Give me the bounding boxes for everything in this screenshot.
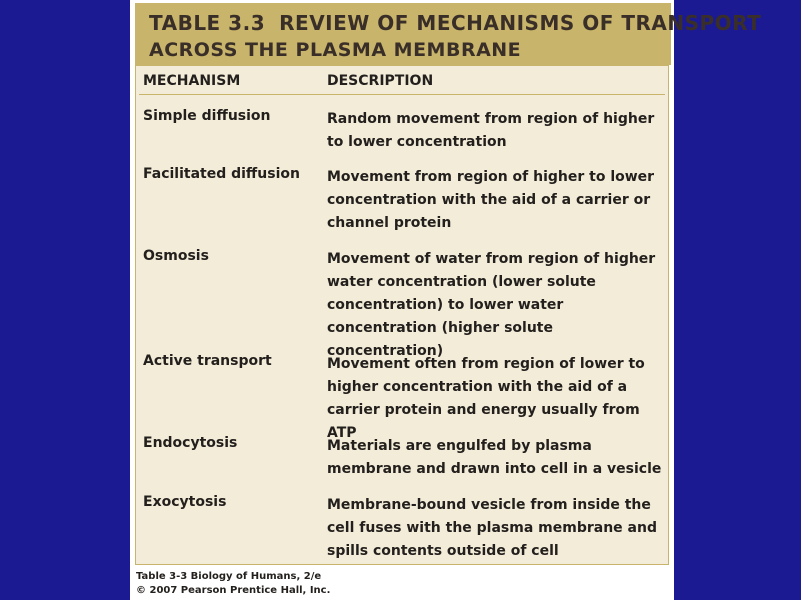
description-cell: Membrane-bound vesicle from inside the cell fuses with the plasma membrane and spills contents outside of cell (327, 497, 657, 559)
credit-source: Table 3-3 Biology of Humans, 2/e (136, 571, 322, 582)
table-title-line-2: ACROSS THE PLASMA MEMBRANE (149, 39, 522, 61)
description-cell: Movement often from region of lower to higher concentration with the aid of a carrier protein and energy usually from ATP (327, 356, 645, 441)
description-cell: Movement from region of higher to lower concentration with the aid of a carrier or channel protein (327, 169, 655, 231)
table-title-band (135, 3, 762, 65)
table-title-text: REVIEW OF MECHANISMS OF TRANSPORT (279, 11, 762, 35)
header-divider (139, 94, 665, 95)
table-title-line-1 (149, 11, 761, 35)
mechanisms-table (135, 65, 669, 565)
column-header-mechanism: MECHANISM (143, 73, 241, 89)
mechanism-cell: Endocytosis (143, 435, 238, 451)
table-number: TABLE 3.3 (149, 11, 266, 35)
slide-page (130, 0, 762, 600)
description-cell: Movement of water from region of higher water concentration (lower solute concentration) to lower water concentration (higher solute concentration) (327, 251, 656, 359)
mechanism-cell: Exocytosis (143, 494, 227, 510)
description-cell: Materials are engulfed by plasma membrane and drawn into cell in a vesicle (327, 438, 662, 477)
mechanism-cell: Osmosis (143, 248, 209, 264)
mechanism-cell: Simple diffusion (143, 108, 271, 124)
mechanism-cell: Active transport (143, 353, 272, 369)
mechanism-cell: Facilitated diffusion (143, 166, 300, 182)
description-cell: Random movement from region of higher to lower concentration (327, 111, 655, 150)
column-header-description: DESCRIPTION (327, 73, 434, 89)
credit-copyright: © 2007 Pearson Prentice Hall, Inc. (136, 585, 331, 596)
